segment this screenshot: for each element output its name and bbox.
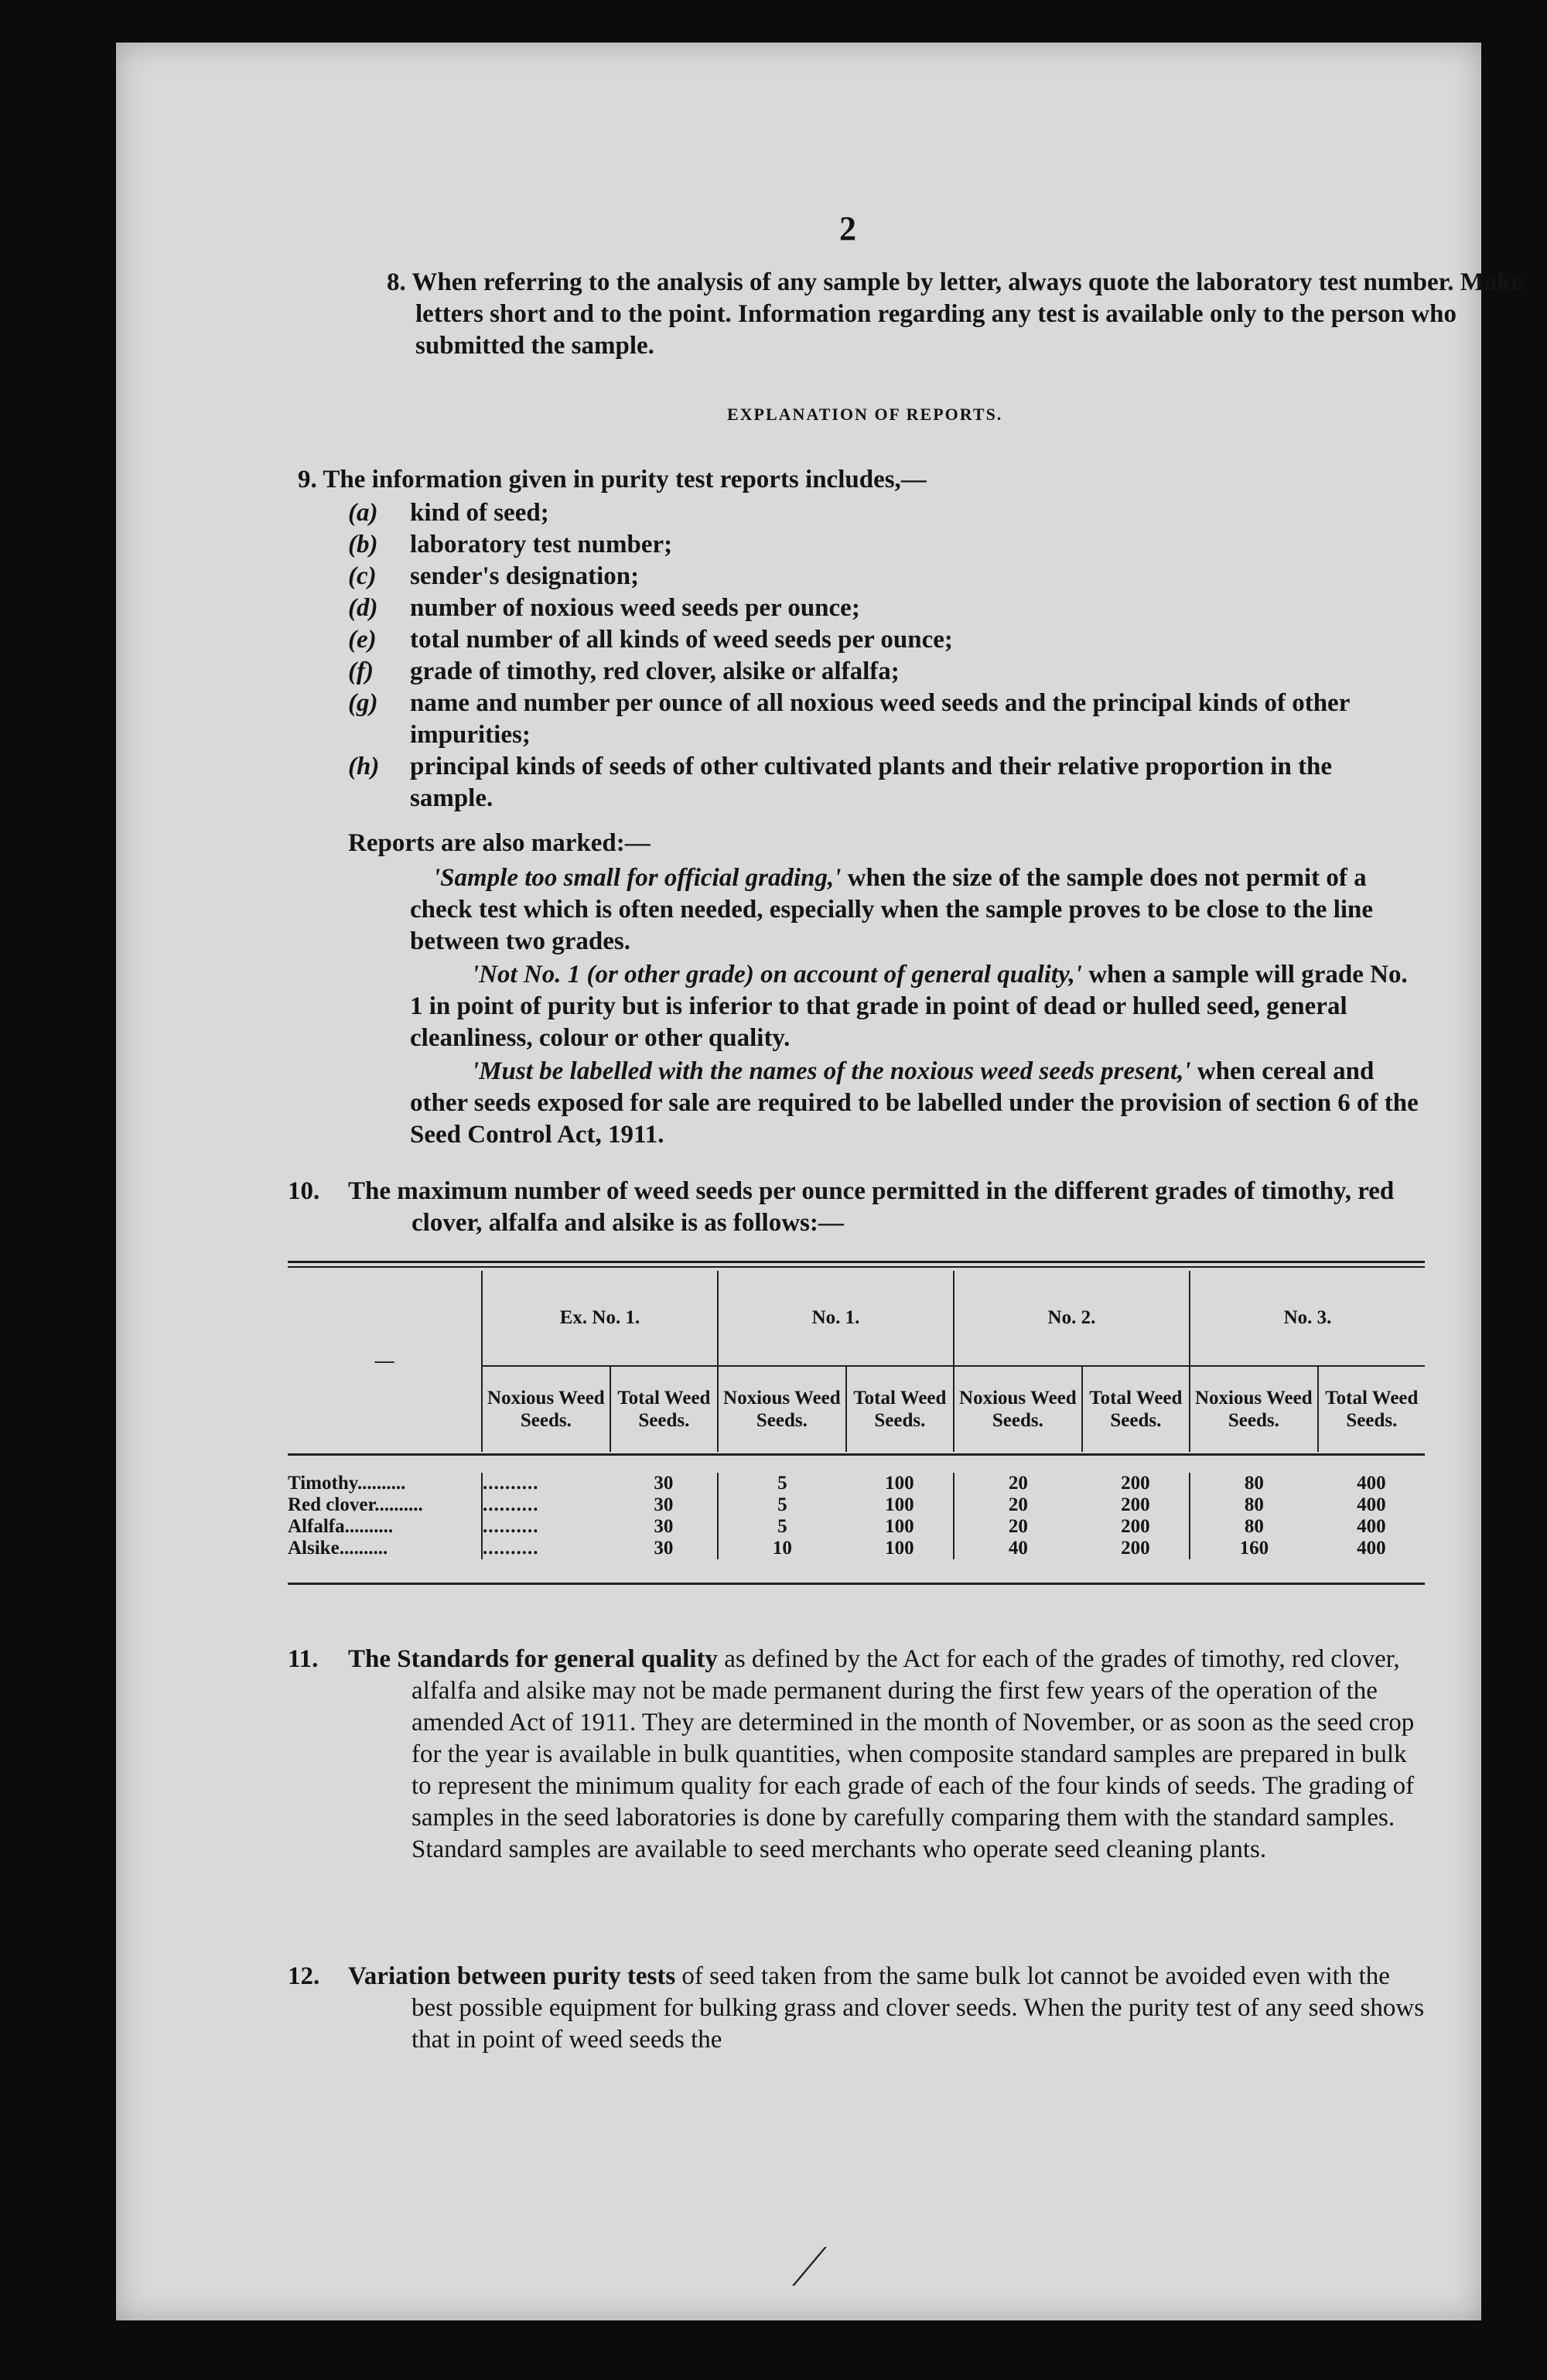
- paragraph-8-text: When referring to the analysis of any sample by letter, always quote the laboratory test number. Make letters short and to the point. Information regarding any test is available only to the person who submitted the sample.: [412, 268, 1523, 360]
- purity-report-items: [348, 497, 1431, 814]
- table-row: Timothy.......... .......... 30 5 100 20 200 80 400: [288, 1473, 1386, 1494]
- paragraph-10: [288, 1176, 1433, 1239]
- column-header-total: Total Weed Seeds.: [1318, 1366, 1425, 1452]
- paragraph-12: [288, 1961, 1433, 2056]
- paragraph-12-lead: Variation between purity tests: [348, 1962, 676, 1990]
- column-header-noxious: Noxious Weed Seeds.: [482, 1366, 610, 1452]
- list-item: (e) total number of all kinds of weed seeds per ounce;: [348, 626, 953, 654]
- paragraph-8-number: 8.: [387, 268, 406, 296]
- report-mark-3: 'Must be labelled with the names of the noxious weed seeds present,' when cereal and other seeds exposed for sale are required to be labelled under the provision of section 6 of the Seed Control Act, 1911.: [410, 1057, 1419, 1149]
- table-row: Red clover.......... .......... 30 5 100 20 200 80 400: [288, 1494, 1386, 1515]
- table-row: Alfalfa.......... .......... 30 5 100 20 200 80 400: [288, 1516, 1386, 1537]
- column-header-noxious: Noxious Weed Seeds.: [718, 1366, 846, 1452]
- list-item: (b) laboratory test number;: [348, 531, 673, 558]
- report-mark-2: 'Not No. 1 (or other grade) on account of general quality,' when a sample will grade No. 1 in point of purity but is inferior to that grade in point of dead or hulled seed, general cleanliness, colour or other quality.: [410, 961, 1408, 1052]
- section-heading: EXPLANATION OF REPORTS.: [727, 405, 1003, 424]
- grade-header: No. 2.: [954, 1271, 1190, 1366]
- list-item: (g) name and number per ounce of all noxious weed seeds and the principal kinds of other impurities;: [348, 689, 1350, 749]
- list-item: (c) sender's designation;: [348, 562, 640, 590]
- page-number: 2: [839, 210, 856, 248]
- reports-intro: Reports are also marked:—: [348, 829, 651, 857]
- paragraph-9-number: 9.: [298, 466, 317, 493]
- paragraph-11-text: as defined by the Act for each of the grades of timothy, red clover, alfalfa and alsike may not be made permanent during the first few years of the operation of the amended Act of 1911. They are determined in the month of November, or as soon as the seed crop for the year is available in bulk quantities, when composite standard samples are prepared in bulk to represent the minimum quality for each grade of each of the four kinds of seeds. The grading of samples in the seed laboratories is done by carefully comparing them with the standard samples. Standard samples are available to seed merchants who operate seed cleaning plants.: [412, 1645, 1415, 1863]
- table-top-rule: [288, 1261, 1425, 1263]
- list-item: (d) number of noxious weed seeds per ounce;: [348, 594, 860, 622]
- column-header-total: Total Weed Seeds.: [846, 1366, 954, 1452]
- paragraph-8: [288, 267, 1547, 362]
- table-row: Alsike.......... .......... 30 10 100 40 200 160 400: [288, 1538, 1386, 1559]
- list-item: (h) principal kinds of seeds of other cultivated plants and their relative proportion in the sample.: [348, 753, 1333, 812]
- table-top-rule: [288, 1266, 1425, 1268]
- column-header-noxious: Noxious Weed Seeds.: [954, 1366, 1082, 1452]
- grade-header: Ex. No. 1.: [482, 1271, 718, 1366]
- list-item: (a) kind of seed;: [348, 499, 549, 527]
- paragraph-11-lead: The Standards for general quality: [348, 1645, 718, 1673]
- paragraph-10-text: The maximum number of weed seeds per ounce permitted in the different grades of timothy, red clover, alfalfa and alsike is as follows:—: [348, 1177, 1395, 1237]
- grade-header: No. 3.: [1190, 1271, 1425, 1366]
- paragraph-9-text: The information given in purity test reports includes,—: [323, 466, 927, 493]
- grade-header: No. 1.: [718, 1271, 954, 1366]
- paragraph-10-number: 10.: [288, 1177, 320, 1205]
- list-item: (f) grade of timothy, red clover, alsike or alfalfa;: [348, 657, 900, 685]
- paragraph-9: [298, 464, 1435, 496]
- paragraph-12-text: of seed taken from the same bulk lot cannot be avoided even with the best possible equipment for bulking grass and clover seeds. When the purity test of any seed shows that in point of weed seeds the: [412, 1962, 1425, 2054]
- table-corner: —: [374, 1350, 394, 1371]
- column-header-noxious: Noxious Weed Seeds.: [1190, 1366, 1318, 1452]
- column-header-total: Total Weed Seeds.: [610, 1366, 718, 1452]
- paragraph-11-number: 11.: [288, 1645, 319, 1673]
- report-mark-1: 'Sample too small for official grading,' when the size of the sample does not permit of a check test which is often needed, especially when the sample proves to be close to the line between two grades.: [410, 864, 1374, 955]
- weed-seed-grade-table: [288, 1261, 1425, 1585]
- column-header-total: Total Weed Seeds.: [1082, 1366, 1190, 1452]
- paragraph-11: [288, 1644, 1433, 1866]
- paragraph-12-number: 12.: [288, 1962, 320, 1990]
